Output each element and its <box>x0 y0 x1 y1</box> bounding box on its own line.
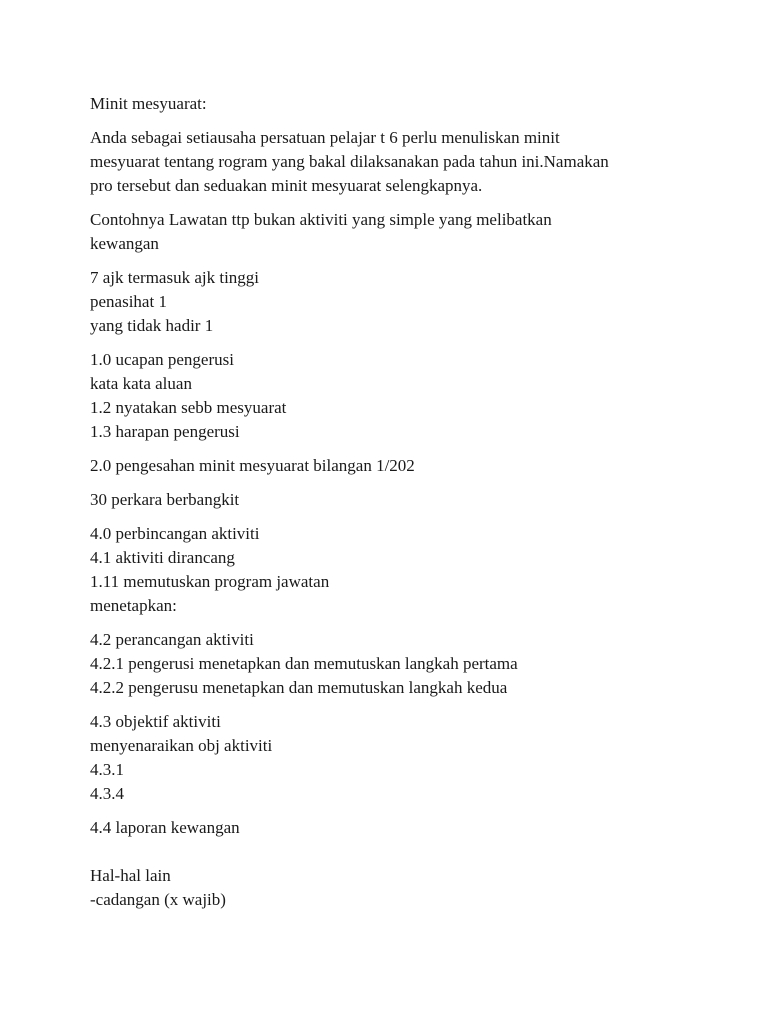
agenda-section-1 <box>90 348 690 444</box>
agenda-section-4-2 <box>90 628 690 700</box>
agenda-section-2 <box>90 454 690 478</box>
text-line: Anda sebagai setiausaha persatuan pelajar t 6 perlu menuliskan minit <box>90 128 560 147</box>
text-line: 4.3 objektif aktiviti <box>90 712 221 731</box>
text-line: 1.11 memutuskan program jawatan <box>90 572 330 591</box>
text-line: 7 ajk termasuk ajk tinggi <box>90 268 260 287</box>
document-body <box>90 92 690 922</box>
text-line: 4.2.1 pengerusi menetapkan dan memutuskan langkah pertama <box>90 654 518 673</box>
agenda-section-4-3 <box>90 710 690 806</box>
example-paragraph <box>90 208 690 256</box>
text-line: menetapkan: <box>90 596 177 615</box>
spacer <box>90 850 690 864</box>
text-line: yang tidak hadir 1 <box>90 316 214 335</box>
other-matters-section <box>90 864 690 912</box>
text-line: 4.4 laporan kewangan <box>90 818 240 837</box>
text-line: mesyuarat tentang rogram yang bakal dilaksanakan pada tahun ini.Namakan <box>90 152 609 171</box>
text-line: 4.1 aktiviti dirancang <box>90 548 235 567</box>
agenda-section-4 <box>90 522 690 618</box>
heading-paragraph <box>90 92 690 116</box>
text-line: Hal-hal lain <box>90 866 171 885</box>
text-line: 2.0 pengesahan minit mesyuarat bilangan 1/202 <box>90 456 415 475</box>
text-line: kewangan <box>90 234 159 253</box>
text-line: 4.0 perbincangan aktiviti <box>90 524 260 543</box>
text-line: pro tersebut dan seduakan minit mesyuarat selengkapnya. <box>90 176 483 195</box>
text-line: 4.2 perancangan aktiviti <box>90 630 254 649</box>
text-line: 1.0 ucapan pengerusi <box>90 350 234 369</box>
text-line: Contohnya Lawatan ttp bukan aktiviti yang simple yang melibatkan <box>90 210 552 229</box>
text-line: -cadangan (x wajib) <box>90 890 226 909</box>
agenda-section-4-4 <box>90 816 690 840</box>
text-line: 4.2.2 pengerusu menetapkan dan memutuskan langkah kedua <box>90 678 508 697</box>
agenda-section-3 <box>90 488 690 512</box>
text-line: 1.3 harapan pengerusi <box>90 422 240 441</box>
text-line: 4.3.4 <box>90 784 124 803</box>
text-line: penasihat 1 <box>90 292 167 311</box>
text-line: menyenaraikan obj aktiviti <box>90 736 273 755</box>
text-line: kata kata aluan <box>90 374 192 393</box>
text-line: 30 perkara berbangkit <box>90 490 240 509</box>
attendance-paragraph <box>90 266 690 338</box>
document-heading: Minit mesyuarat: <box>90 94 207 113</box>
text-line: 1.2 nyatakan sebb mesyuarat <box>90 398 287 417</box>
text-line: 4.3.1 <box>90 760 124 779</box>
instruction-paragraph <box>90 126 690 198</box>
